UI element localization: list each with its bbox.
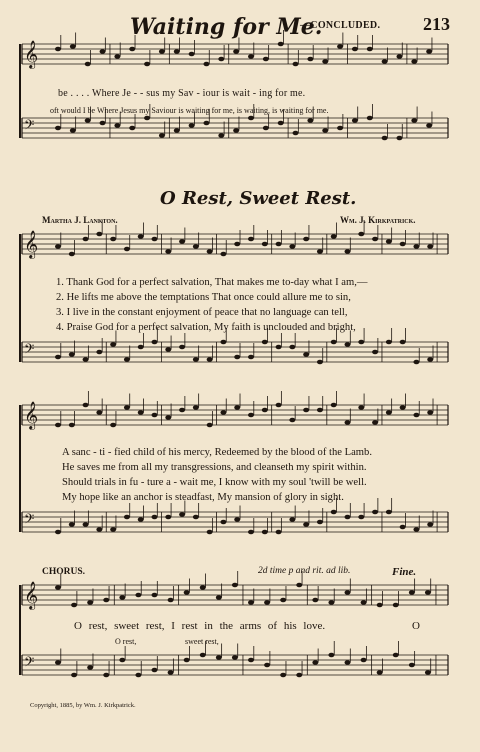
note-head — [189, 123, 195, 128]
note-head — [138, 410, 144, 415]
note-head — [179, 408, 185, 413]
note-head — [337, 44, 343, 49]
note-head — [262, 408, 268, 413]
note-head — [289, 345, 295, 350]
note-head — [124, 247, 130, 252]
bass-clef: 𝄢 — [24, 117, 35, 136]
note-head — [69, 252, 75, 257]
note-head — [203, 121, 209, 126]
note-head — [83, 357, 89, 362]
note-head — [233, 128, 239, 133]
note-head — [278, 121, 284, 126]
note-head — [248, 54, 254, 59]
note-head — [193, 515, 199, 520]
note-head — [234, 405, 240, 410]
lyricist-credit: Martha J. Lankton. — [42, 215, 118, 225]
note-head — [218, 57, 224, 62]
note-head — [233, 49, 239, 54]
note-head — [85, 118, 91, 123]
note-head — [289, 244, 295, 249]
note-head — [317, 520, 323, 525]
note-head — [138, 517, 144, 522]
note-head — [293, 131, 299, 136]
note-head — [70, 44, 76, 49]
verse-line: Should trials in fu - ture a - wait me, I know with my soul 'twill be well. — [62, 477, 367, 488]
note-head — [55, 126, 61, 131]
note-head — [331, 340, 337, 345]
note-head — [55, 530, 61, 535]
note-head — [280, 673, 286, 678]
note-head — [372, 350, 378, 355]
note-head — [322, 59, 328, 64]
note-head — [382, 136, 388, 141]
bass-clef: 𝄢 — [24, 511, 35, 530]
note-head — [110, 423, 116, 428]
note-head — [411, 118, 417, 123]
treble-clef: 𝄞 — [24, 581, 39, 609]
note-head — [264, 600, 270, 605]
note-head — [303, 352, 309, 357]
note-head — [87, 665, 93, 670]
note-head — [425, 670, 431, 675]
note-head — [426, 123, 432, 128]
note-head — [278, 42, 284, 47]
note-head — [83, 237, 89, 242]
note-head — [200, 653, 206, 658]
verse-line: He saves me from all my transgressions, and cleanseth my spirit within. — [62, 462, 367, 473]
note-head — [220, 252, 226, 257]
note-head — [129, 47, 135, 52]
note-head — [296, 673, 302, 678]
note-head — [307, 57, 313, 62]
note-head — [152, 593, 158, 598]
note-head — [396, 54, 402, 59]
note-head — [367, 47, 373, 52]
treble-clef: 𝄞 — [24, 401, 39, 429]
note-head — [232, 655, 238, 660]
note-head — [358, 232, 364, 237]
note-head — [367, 116, 373, 121]
note-head — [312, 660, 318, 665]
note-head — [179, 239, 185, 244]
note-head — [220, 520, 226, 525]
page-number: 213 — [423, 14, 450, 34]
note-head — [400, 340, 406, 345]
chorus-label: CHORUS. — [42, 567, 86, 577]
fine-marking: Fine. — [392, 566, 417, 578]
note-head — [307, 118, 313, 123]
note-head — [193, 405, 199, 410]
note-head — [411, 59, 417, 64]
chorus-lyric-line: O rest, sweet rest, I rest in the arms of his love. — [74, 620, 326, 632]
note-head — [289, 517, 295, 522]
note-head — [135, 673, 141, 678]
bass-clef: 𝄢 — [24, 341, 35, 360]
note-head — [293, 62, 299, 67]
note-head — [386, 410, 392, 415]
note-head — [119, 658, 125, 663]
note-head — [207, 423, 213, 428]
note-head — [138, 234, 144, 239]
note-head — [96, 350, 102, 355]
note-head — [165, 249, 171, 254]
note-head — [345, 249, 351, 254]
note-head — [427, 522, 433, 527]
chorus-lower-lyric: O rest, — [115, 637, 137, 646]
note-head — [409, 590, 415, 595]
note-head — [248, 355, 254, 360]
note-head — [372, 420, 378, 425]
note-head — [361, 658, 367, 663]
note-head — [358, 340, 364, 345]
note-head — [124, 405, 130, 410]
note-head — [218, 133, 224, 138]
note-head — [165, 347, 171, 352]
note-head — [263, 57, 269, 62]
note-head — [124, 357, 130, 362]
note-head — [138, 345, 144, 350]
note-head — [303, 237, 309, 242]
note-head — [248, 237, 254, 242]
note-head — [85, 62, 91, 67]
note-head — [96, 232, 102, 237]
note-head — [358, 515, 364, 520]
verse-block-b — [62, 445, 372, 505]
note-head — [289, 418, 295, 423]
verse-line: My hope like an anchor is steadfast, My mansion of glory in sight. — [62, 492, 344, 503]
note-head — [96, 410, 102, 415]
note-head — [55, 423, 61, 428]
note-head — [144, 116, 150, 121]
note-head — [135, 593, 141, 598]
note-head — [248, 530, 254, 535]
note-head — [96, 527, 102, 532]
treble-clef: 𝄞 — [24, 40, 39, 68]
note-head — [400, 242, 406, 247]
note-head — [276, 403, 282, 408]
note-head — [152, 413, 158, 418]
note-head — [103, 598, 109, 603]
note-head — [372, 510, 378, 515]
verse-line: 4. Praise God for a perfect salvation, My faith is unclouded and bright, — [56, 322, 356, 333]
note-head — [55, 244, 61, 249]
note-head — [119, 595, 125, 600]
note-head — [110, 527, 116, 532]
chorus-end-syllable: O — [412, 620, 420, 632]
note-head — [189, 52, 195, 57]
note-head — [168, 598, 174, 603]
copyright-notice: Copyright, 1885, by Wm. J. Kirkpatrick. — [30, 702, 136, 709]
note-head — [110, 237, 116, 242]
lyric-line: oft would I be Where Jesus my Saviour is waiting for me, is waiting, is waiting for me. — [50, 106, 329, 115]
note-head — [114, 54, 120, 59]
note-head — [184, 590, 190, 595]
note-head — [427, 410, 433, 415]
note-head — [193, 244, 199, 249]
note-head — [262, 242, 268, 247]
note-head — [152, 340, 158, 345]
note-head — [312, 598, 318, 603]
note-head — [337, 126, 343, 131]
bass-clef: 𝄢 — [24, 654, 35, 673]
note-head — [352, 47, 358, 52]
note-head — [276, 530, 282, 535]
note-head — [174, 128, 180, 133]
note-head — [100, 49, 106, 54]
note-head — [377, 670, 383, 675]
note-head — [386, 239, 392, 244]
note-head — [203, 62, 209, 67]
note-head — [159, 133, 165, 138]
note-head — [400, 525, 406, 530]
note-head — [200, 585, 206, 590]
note-head — [100, 121, 106, 126]
note-head — [413, 527, 419, 532]
hymn-title: O Rest, Sweet Rest. — [160, 188, 357, 209]
note-head — [216, 655, 222, 660]
note-head — [276, 242, 282, 247]
note-head — [193, 357, 199, 362]
note-head — [69, 423, 75, 428]
note-head — [103, 673, 109, 678]
note-head — [263, 126, 269, 131]
note-head — [361, 600, 367, 605]
note-head — [322, 128, 328, 133]
note-head — [400, 405, 406, 410]
note-head — [152, 668, 158, 673]
page-header-title: Waiting for Me. — [130, 14, 323, 40]
note-head — [69, 522, 75, 527]
note-head — [87, 600, 93, 605]
note-head — [71, 603, 77, 608]
note-head — [396, 136, 402, 141]
note-head — [248, 658, 254, 663]
note-head — [317, 408, 323, 413]
note-head — [152, 515, 158, 520]
note-head — [184, 658, 190, 663]
note-head — [220, 410, 226, 415]
note-head — [280, 598, 286, 603]
note-head — [207, 357, 213, 362]
note-head — [159, 49, 165, 54]
performance-direction: 2d time p and rit. ad lib. — [258, 566, 351, 576]
note-head — [377, 603, 383, 608]
note-head — [55, 585, 61, 590]
note-head — [179, 345, 185, 350]
note-head — [413, 413, 419, 418]
note-head — [144, 62, 150, 67]
note-head — [276, 345, 282, 350]
note-head — [345, 420, 351, 425]
note-head — [372, 237, 378, 242]
note-head — [331, 510, 337, 515]
note-head — [124, 515, 130, 520]
note-head — [386, 510, 392, 515]
treble-clef: 𝄞 — [24, 230, 39, 258]
note-head — [328, 600, 334, 605]
note-head — [55, 355, 61, 360]
note-head — [413, 244, 419, 249]
note-head — [174, 49, 180, 54]
note-head — [413, 360, 419, 365]
verse-line: 2. He lifts me above the temptations That once could allure me to sin, — [56, 292, 351, 303]
composer-credit: Wm. J. Kirkpatrick. — [340, 215, 416, 225]
note-head — [129, 126, 135, 131]
verse-block-a — [56, 275, 367, 335]
note-head — [165, 515, 171, 520]
note-head — [70, 128, 76, 133]
chorus-lower-lyric: sweet rest, — [185, 637, 219, 646]
note-head — [165, 415, 171, 420]
note-head — [110, 342, 116, 347]
note-head — [216, 595, 222, 600]
note-head — [386, 340, 392, 345]
note-head — [303, 408, 309, 413]
note-head — [248, 413, 254, 418]
note-head — [234, 242, 240, 247]
note-head — [427, 244, 433, 249]
note-head — [352, 118, 358, 123]
verse-line: 3. I live in the constant enjoyment of peace that no language can tell, — [56, 307, 348, 318]
note-head — [114, 123, 120, 128]
note-head — [262, 530, 268, 535]
note-head — [207, 249, 213, 254]
note-head — [83, 403, 89, 408]
note-head — [382, 59, 388, 64]
note-head — [232, 583, 238, 588]
note-head — [427, 357, 433, 362]
note-head — [262, 340, 268, 345]
note-head — [220, 340, 226, 345]
lyric-line: be . . . . Where Je - - sus my Sav - iour is wait - ing for me. — [58, 88, 306, 99]
note-head — [345, 660, 351, 665]
note-head — [179, 512, 185, 517]
note-head — [234, 517, 240, 522]
note-head — [55, 47, 61, 52]
note-head — [234, 355, 240, 360]
note-head — [358, 405, 364, 410]
note-head — [331, 403, 337, 408]
note-head — [328, 653, 334, 658]
note-head — [345, 515, 351, 520]
note-head — [152, 237, 158, 242]
verse-line: 1. Thank God for a perfect salvation, That makes me to-day what I am,— — [56, 277, 368, 288]
note-head — [264, 663, 270, 668]
note-head — [248, 600, 254, 605]
page-header-suffix: —CONCLUDED. — [300, 20, 381, 31]
note-head — [426, 49, 432, 54]
note-head — [296, 583, 302, 588]
note-head — [393, 603, 399, 608]
note-head — [345, 342, 351, 347]
note-head — [69, 352, 75, 357]
note-head — [317, 249, 323, 254]
note-head — [71, 673, 77, 678]
note-head — [248, 116, 254, 121]
note-head — [303, 522, 309, 527]
note-head — [331, 234, 337, 239]
note-head — [55, 660, 61, 665]
note-head — [393, 653, 399, 658]
verse-line: A sanc - ti - fied child of his mercy, Redeemed by the blood of the Lamb. — [62, 447, 372, 458]
note-head — [317, 360, 323, 365]
note-head — [345, 590, 351, 595]
note-head — [168, 670, 174, 675]
note-head — [425, 590, 431, 595]
note-head — [409, 663, 415, 668]
note-head — [83, 522, 89, 527]
note-head — [207, 530, 213, 535]
